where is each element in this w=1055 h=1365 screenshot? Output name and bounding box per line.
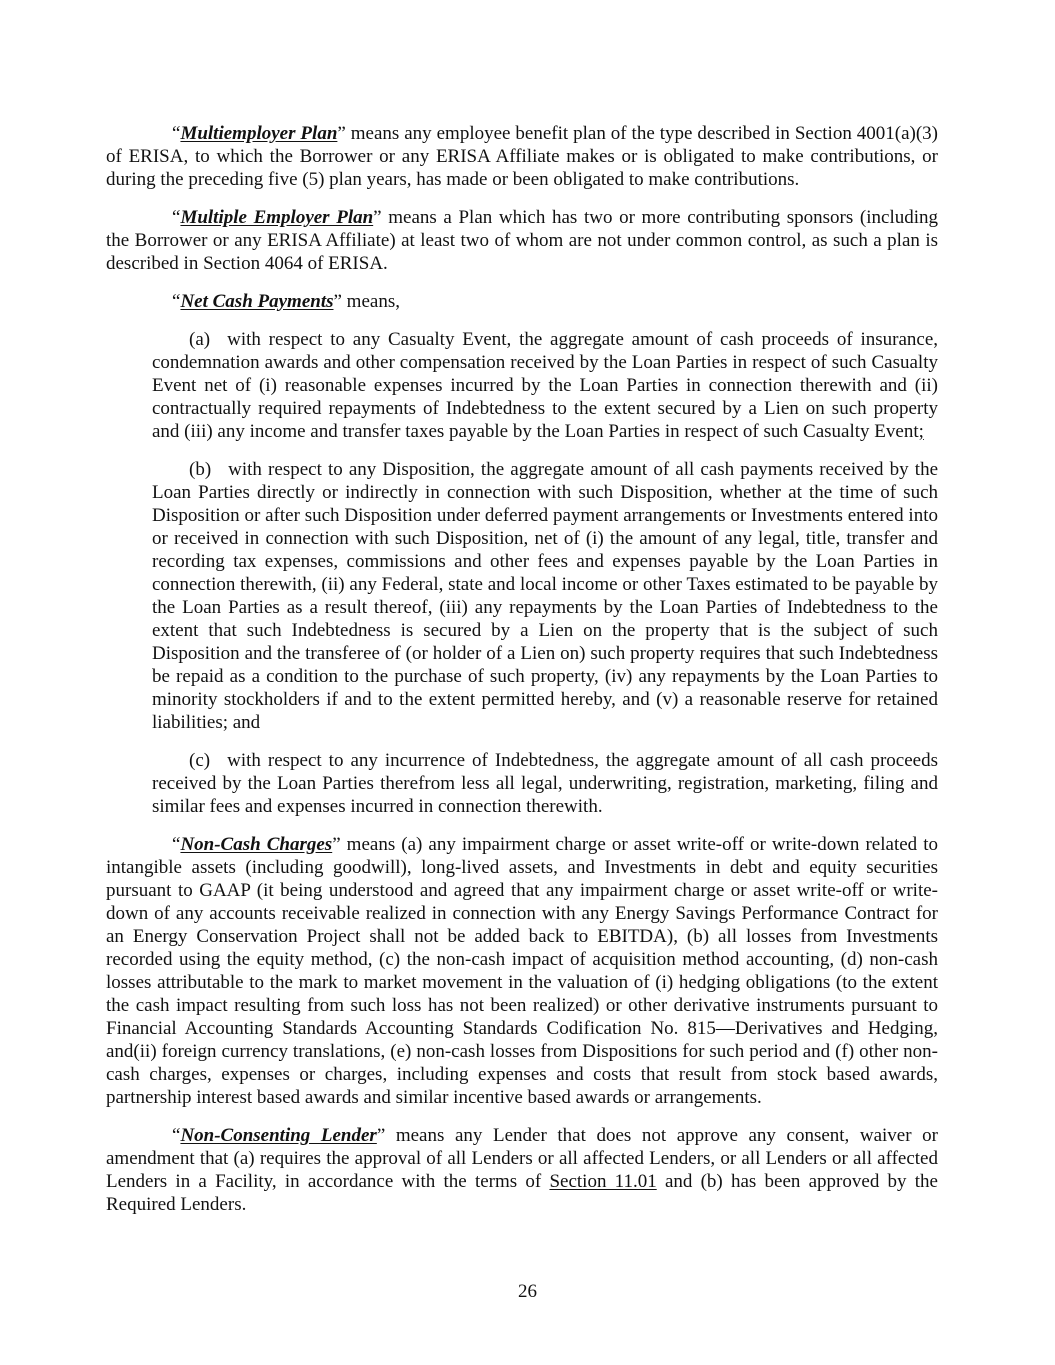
clause-b-label: (b)	[189, 459, 212, 480]
paragraph-net-cash-payments	[106, 290, 938, 313]
clause-c	[152, 749, 938, 818]
open-quote: “	[172, 1125, 181, 1146]
paragraph-non-consenting-lender	[106, 1124, 938, 1216]
defined-term-non-consenting-lender: Non-Consenting Lender	[180, 1125, 377, 1146]
defined-term-non-cash-charges: Non-Cash Charges	[180, 834, 333, 855]
defined-term-multiemployer-plan: Multiemployer Plan	[180, 123, 338, 144]
underlined-semicolon: ;	[918, 421, 924, 442]
section-11-01-reference: Section 11.01	[549, 1171, 657, 1192]
definition-text: ” means a Plan which has two or more contributing sponsors (including the Borrower or any ERISA Affiliate) at least two of whom are not under common control, as such a plan is described in Section 4064 of ERISA.	[106, 207, 938, 274]
open-quote: “	[172, 123, 181, 144]
clause-a	[152, 328, 938, 443]
definition-text: ” means,	[333, 291, 400, 312]
defined-term-multiple-employer-plan: Multiple Employer Plan	[180, 207, 374, 228]
clause-a-label: (a)	[189, 329, 211, 350]
paragraph-multiple-employer-plan	[106, 206, 938, 275]
page-number: 26	[518, 1281, 537, 1302]
open-quote: “	[172, 291, 181, 312]
clause-a-text: with respect to any Casualty Event, the aggregate amount of cash proceeds of insurance, condemnation awards and other compensation received by the Loan Parties in respect of such Casualty Event net of (i) reasonable expenses incurred by the Loan Parties in connection therewith and (ii) contractually required repayments of Indebtedness to the extent secured by a Lien on such property and (iii) any income and transfer taxes payable by the Loan Parties in respect of such Casualty Event	[152, 329, 938, 442]
paragraph-multiemployer-plan	[106, 122, 938, 191]
definition-text: ” means any employee benefit plan of the type described in Section 4001(a)(3) of ERISA, to which the Borrower or any ERISA Affiliate makes or is obligated to make contributions, or during the preceding five (5) plan years, has made or been obligated to make contributions.	[106, 123, 938, 190]
clause-c-label: (c)	[189, 750, 211, 771]
open-quote: “	[172, 207, 181, 228]
paragraph-non-cash-charges	[106, 833, 938, 1109]
definition-text: and (b) has been approved by the Required Lenders.	[106, 1171, 938, 1215]
definition-text: ” means (a) any impairment charge or asset write-off or write-down related to intangible assets (including goodwill), long-lived assets, and Investments in debt and equity securities pursuant to GAAP (it being understood and agreed that any impairment charge or asset write-off or write-down of any accounts receivable realized in connection with any Energy Savings Performance Contract for an Energy Conservation Project shall not be added back to EBITDA), (b) all losses from Investments recorded using the equity method, (c) the non-cash impact of acquisition method accounting, (d) non-cash losses attributable to the mark to market movement in the valuation of (i) hedging obligations (to the extent the cash impact resulting from such loss has not been realized) or other derivative instruments pursuant to Financial Accounting Standards Accounting Standards Codification No. 815—Derivatives and Hedging, and(ii) foreign currency translations, (e) non-cash losses from Dispositions for such period and (f) other non-cash charges, expenses or charges, including expenses and costs that result from stock based awards, partnership interest based awards and similar incentive based awards or arrangements.	[106, 834, 938, 1108]
open-quote: “	[172, 834, 181, 855]
defined-term-net-cash-payments: Net Cash Payments	[180, 291, 334, 312]
definition-text: ” means any Lender that does not approve any consent, waiver or amendment that (a) requires the approval of all Lenders or all affected Lenders, or all Lenders or all affected Lenders in a Facility, in accordance with the terms of	[106, 1125, 938, 1192]
clause-c-text: with respect to any incurrence of Indebtedness, the aggregate amount of all cash proceeds received by the Loan Parties therefrom less all legal, underwriting, registration, marketing, filing and similar fees and expenses incurred in connection therewith.	[152, 750, 938, 817]
clause-b	[152, 458, 938, 734]
clause-b-text: with respect to any Disposition, the aggregate amount of all cash payments received by the Loan Parties directly or indirectly in connection with such Disposition, whether at the time of such Disposition or after such Disposition under deferred payment arrangements or Investments entered into or received in connection with such Disposition, net of (i) the amount of any legal, title, transfer and recording tax expenses, commissions and other fees and expenses payable by the Loan Parties in connection therewith, (ii) any Federal, state and local income or other Taxes estimated to be payable by the Loan Parties as a result thereof, (iii) any repayments by the Loan Parties of Indebtedness to the extent that such Indebtedness is secured by a Lien on the property that is the subject of such Disposition and the transferee of (or holder of a Lien on) such property requires that such Indebtedness be repaid as a condition to the purchase of such property, (iv) any repayments by the Loan Parties to minority stockholders if and to the extent permitted hereby, and (v) a reasonable reserve for retained liabilities; and	[152, 459, 938, 733]
